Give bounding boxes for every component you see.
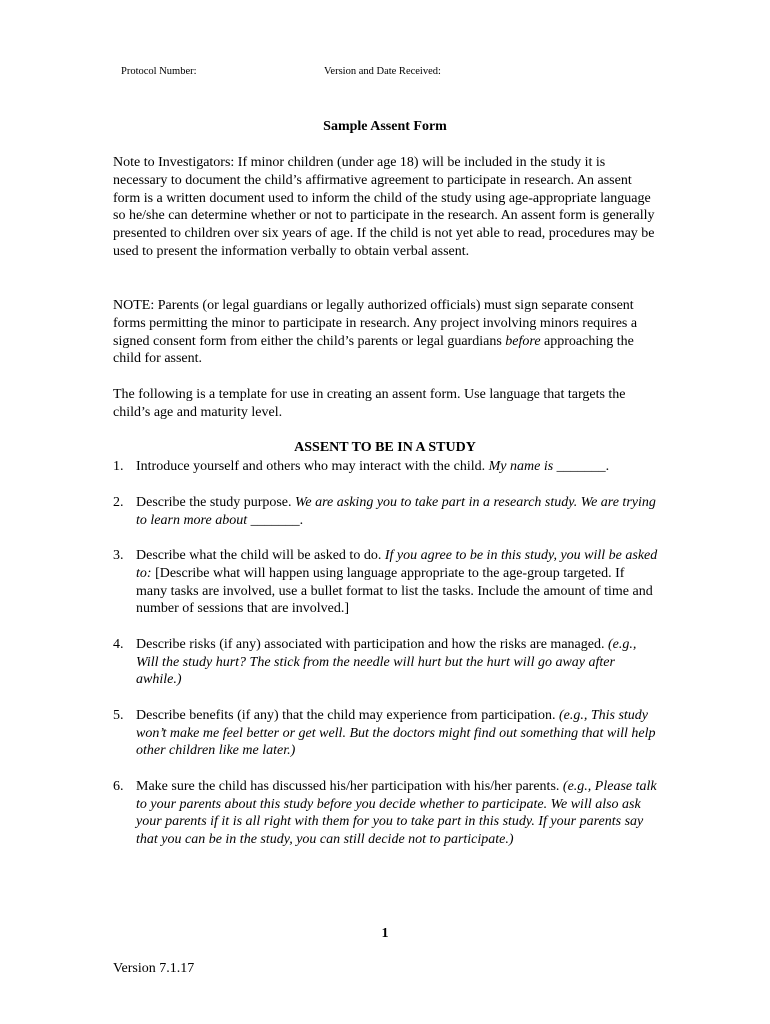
assent-items-list: [113, 458, 658, 849]
item-number: 4.: [113, 636, 124, 652]
template-intro: The following is a template for use in creating an assent form. Use language that targets the child’s age and maturity level.: [113, 387, 626, 420]
parents-note-emphasis: before: [505, 333, 541, 349]
item-number: 5.: [113, 707, 124, 723]
item-tail: .: [299, 512, 304, 528]
section-title: ASSENT TO BE IN A STUDY: [294, 440, 476, 455]
list-item: [113, 458, 658, 476]
page-title: Sample Assent Form: [323, 119, 447, 134]
list-item: [113, 494, 658, 530]
item-text: Describe the study purpose.: [136, 494, 296, 510]
protocol-number-label: Protocol Number:: [121, 66, 197, 77]
item-example: (e.g., Please talk to your parents about this study before you decide whether to participate. We will also ask your parents if it is all right with them for you to take part in this study. If your parents say that you can be in the study, you can still decide not to participate.): [136, 778, 657, 848]
item-text: Describe benefits (if any) that the child may experience from participation.: [136, 707, 559, 723]
item-number: 3.: [113, 547, 124, 563]
parents-note: [113, 297, 658, 368]
item-text: Describe what the child will be asked to do.: [136, 547, 385, 563]
parents-note-tail: approaching the child for assent.: [113, 333, 634, 367]
item-example: We are asking you to take part in a research study. We are trying to learn more about _______: [136, 494, 656, 528]
parents-note-text: NOTE: Parents (or legal guardians or legally authorized officials) must sign separate consent forms permitting the minor to participate in research. Any project involving minors requires a signed consent form from either the child’s parents or legal guardians: [113, 298, 638, 349]
item-text: Introduce yourself and others who may interact with the child.: [136, 459, 489, 474]
note-to-investigators: Note to Investigators: If minor children (under age 18) will be included in the study it is necessary to document the child’s affirmative agreement to participate in research. An assent form is a written document used to inform the child of the study using age-appropriate language so he/she can determine whether or not to participate in the research. An assent form is generally presented to children over six years of age. If the child is not yet able to read, procedures may be used to present the information verbally to obtain verbal assent.: [113, 155, 655, 259]
item-example: (e.g., This study won’t make me feel better or get well. But the doctors might find out something that will help other children like me later.): [136, 707, 656, 759]
item-tail: [Describe what will happen using language appropriate to the age-group targeted. If many tasks are involved, use a bullet format to list the tasks. Include the amount of time and number of sessions that are involved.]: [136, 565, 653, 617]
item-number: 6.: [113, 778, 124, 794]
list-item: [113, 547, 658, 618]
list-item: [113, 636, 658, 689]
item-number: 1.: [113, 459, 124, 474]
page-number: 1: [381, 926, 389, 941]
item-tail: .: [605, 459, 610, 474]
version-date-label: Version and Date Received:: [324, 66, 441, 77]
item-example: If you agree to be in this study, you will be asked to:: [136, 547, 658, 581]
item-text: Make sure the child has discussed his/her participation with his/her parents.: [136, 778, 563, 794]
item-text: Describe risks (if any) associated with participation and how the risks are managed.: [136, 636, 608, 652]
item-example: (e.g., Will the study hurt? The stick from the needle will hurt but the hurt will go away after awhile.): [136, 636, 637, 688]
version-footer: Version 7.1.17: [113, 961, 195, 976]
list-item: [113, 707, 658, 760]
list-item: [113, 778, 658, 849]
item-number: 2.: [113, 494, 124, 510]
item-example: My name is _______: [488, 459, 606, 474]
